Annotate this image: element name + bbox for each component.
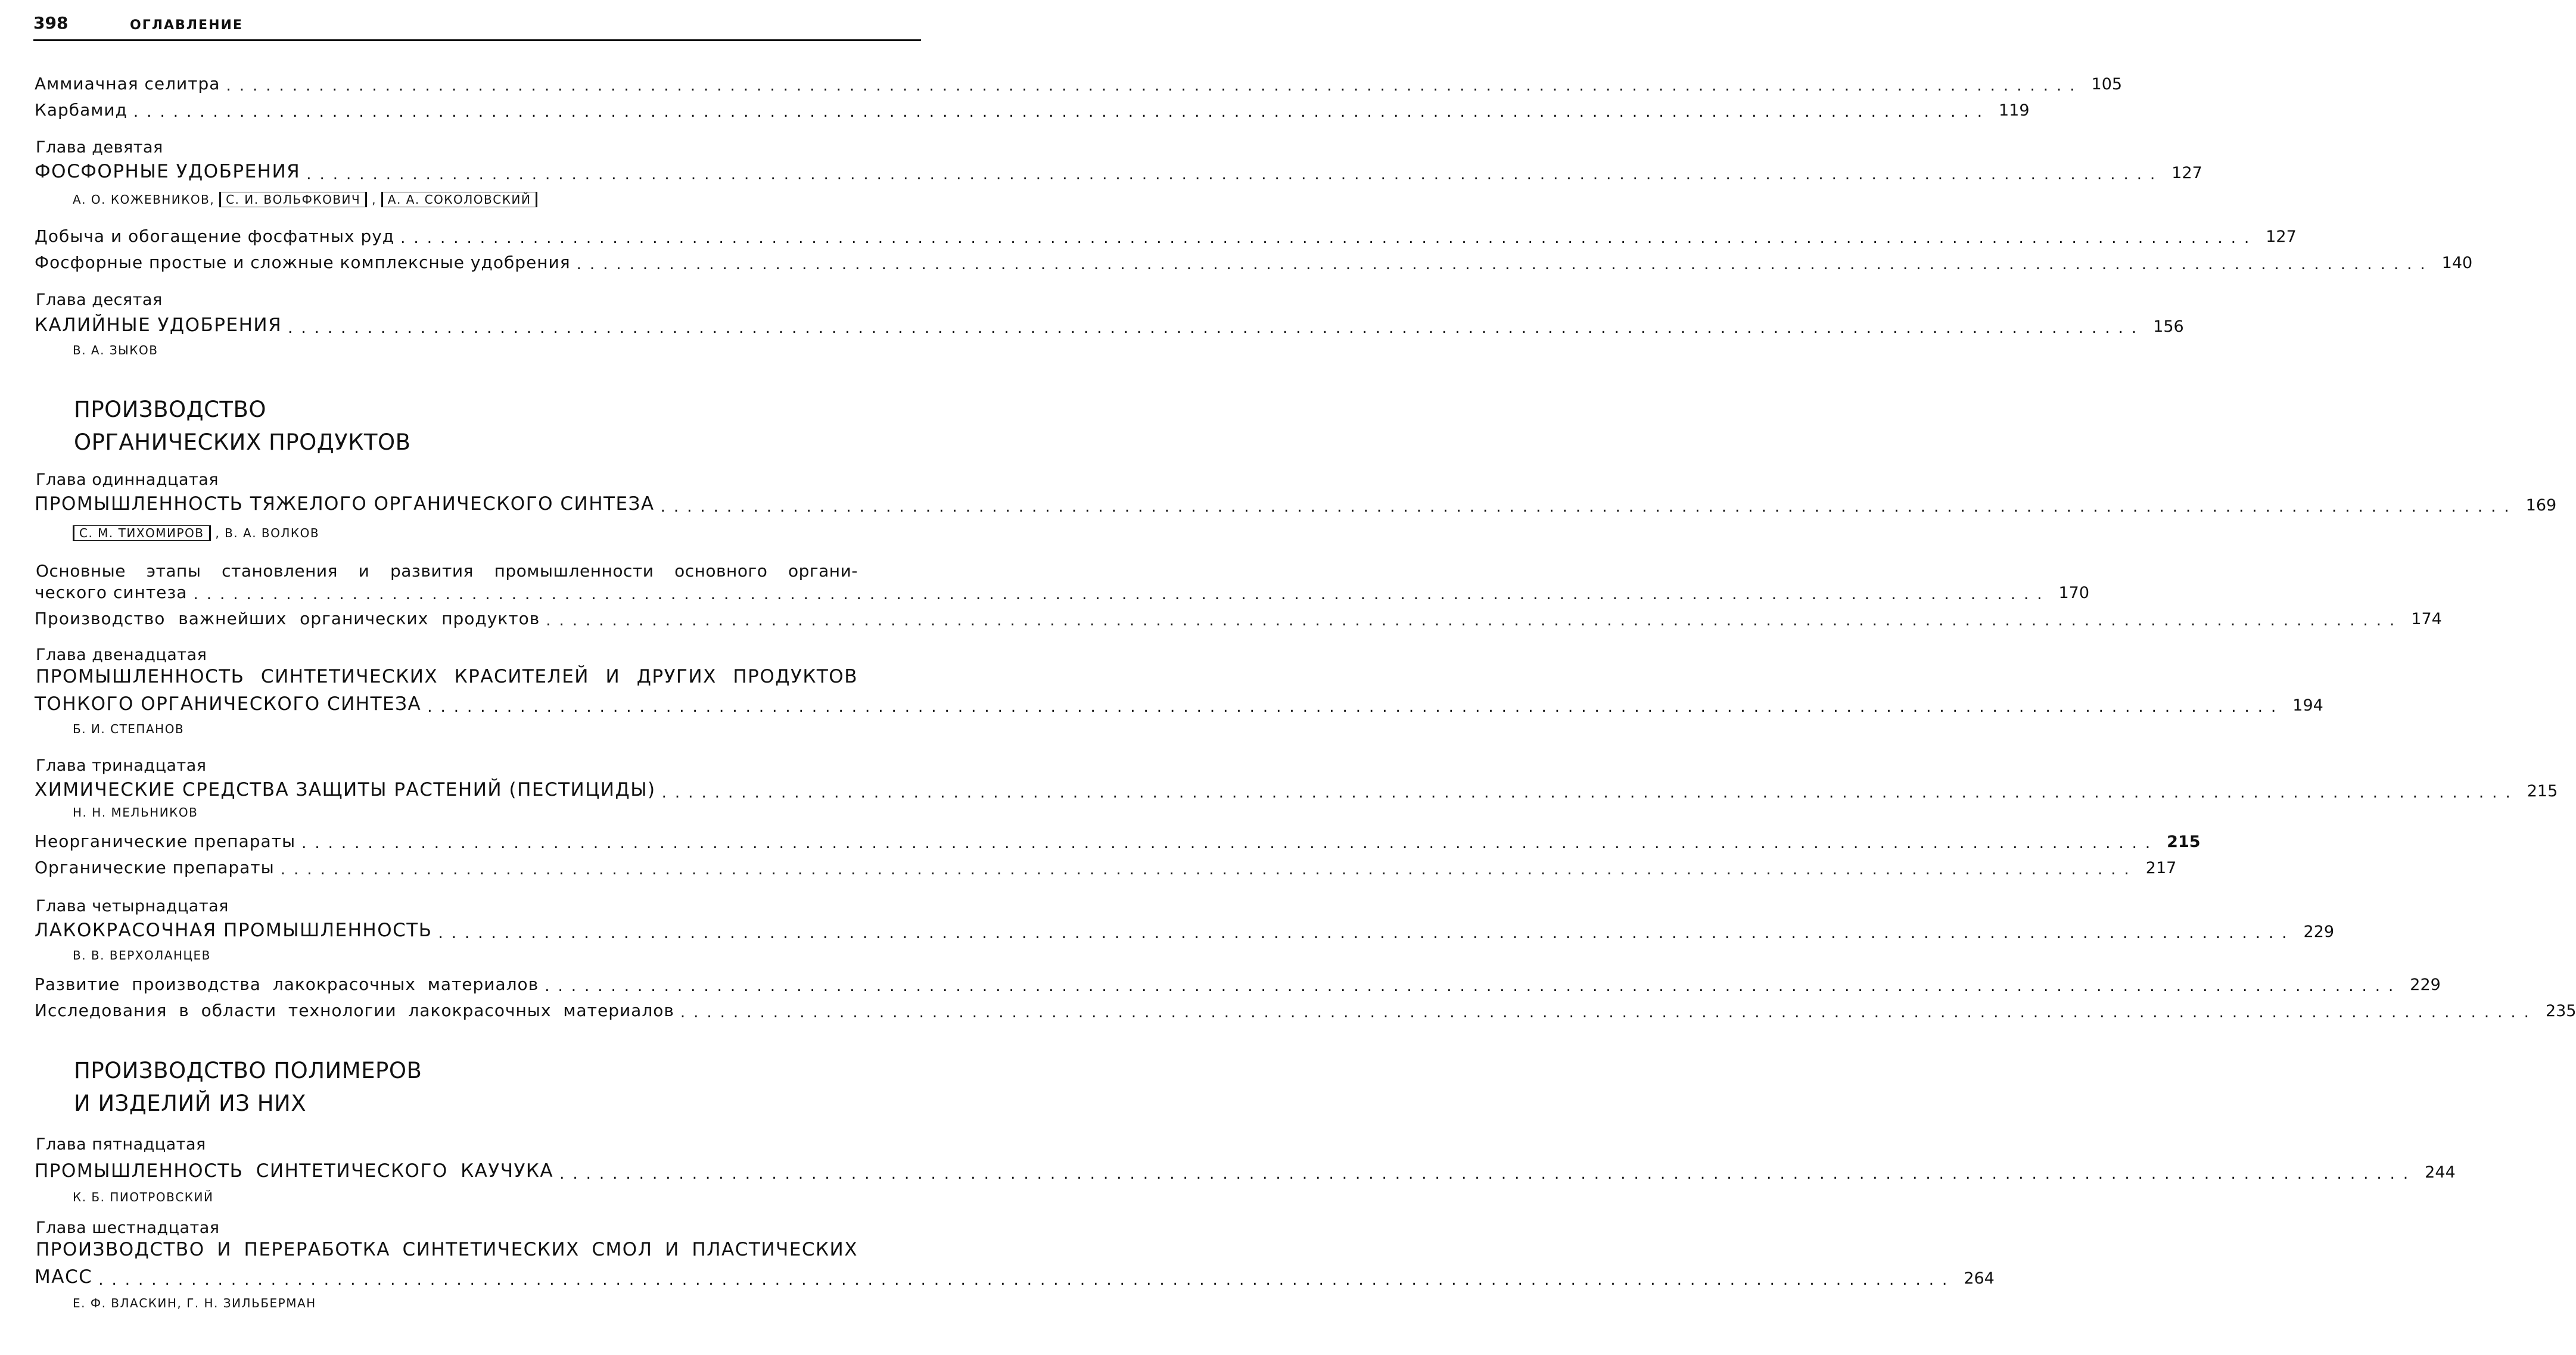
toc-chapter-title[interactable]	[35, 1160, 2456, 1183]
dot-leader: ............................................................................................................................................	[288, 319, 2145, 337]
toc-page-number: 264	[1964, 1269, 1995, 1288]
chapter-authors: Е. Ф. ВЛАСКИН, Г. Н. ЗИЛЬБЕРМАН	[73, 1296, 316, 1310]
page-number: 398	[33, 13, 69, 33]
toc-page-number: 235	[2545, 1002, 2576, 1020]
chapter-title-text: ФОСФОРНЫЕ УДОБРЕНИЯ	[35, 161, 301, 182]
toc-entry-text: Органические препараты	[35, 858, 275, 877]
toc-entry-line-justified	[36, 561, 858, 581]
word: И	[605, 666, 621, 687]
toc-entry-ammonium-nitrate[interactable]	[35, 74, 2123, 95]
word: СИНТЕТИЧЕСКИХ	[402, 1239, 580, 1260]
dot-leader: ............................................................................................................................................	[193, 585, 2051, 603]
toc-page-number: 174	[2411, 610, 2442, 628]
chapter-label: Глава десятая	[36, 291, 163, 309]
toc-page-number: 119	[1998, 101, 2030, 120]
section-heading-line: ОРГАНИЧЕСКИХ ПРОДУКТОВ	[74, 429, 411, 455]
chapter-title-text: МАСС	[35, 1266, 93, 1288]
chapter-title-text: ТОНКОГО ОРГАНИЧЕСКОГО СИНТЕЗА	[35, 693, 422, 715]
toc-page-number: 229	[2303, 923, 2335, 941]
toc-entry[interactable]	[35, 226, 2297, 247]
section-heading-line: И ИЗДЕЛИЙ ИЗ НИХ	[74, 1091, 307, 1116]
chapter-label: Глава шестнадцатая	[36, 1219, 220, 1237]
toc-chapter-title[interactable]	[35, 920, 2335, 942]
toc-page-number: 127	[2171, 164, 2202, 182]
dot-leader: ............................................................................................................................................	[427, 698, 2285, 716]
dot-leader: ............................................................................................................................................	[400, 229, 2258, 247]
toc-page-number: 215	[2527, 782, 2558, 800]
toc-entry[interactable]	[35, 1001, 2576, 1021]
word: ПРОМЫШЛЕННОСТЬ	[36, 666, 245, 687]
word: КРАСИТЕЛЕЙ	[454, 666, 589, 687]
word: И	[665, 1239, 680, 1260]
toc-page-number: 244	[2425, 1163, 2456, 1182]
dot-leader: ............................................................................................................................................	[98, 1271, 1956, 1289]
header-rule	[33, 39, 921, 41]
dot-leader: ............................................................................................................................................	[226, 77, 2083, 95]
word: ДРУГИХ	[636, 666, 717, 687]
section-heading	[74, 393, 411, 459]
toc-page-number: 229	[2410, 976, 2441, 994]
word: ПЛАСТИЧЕСКИХ	[692, 1239, 858, 1260]
toc-entry-text: Производство важнейших органических продуктов	[35, 609, 540, 628]
dot-leader: ............................................................................................................................................	[280, 861, 2138, 879]
chapter-title-text: ЛАКОКРАСОЧНАЯ ПРОМЫШЛЕННОСТЬ	[35, 920, 433, 941]
toc-chapter-title[interactable]	[35, 1266, 1995, 1289]
toc-page-number: 170	[2058, 584, 2090, 602]
chapter-title-text: ХИМИЧЕСКИЕ СРЕДСТВА ЗАЩИТЫ РАСТЕНИЙ (ПЕСТИЦИДЫ)	[35, 779, 656, 800]
toc-entry[interactable]	[35, 253, 2473, 273]
word: ПРОИЗВОДСТВО	[36, 1239, 205, 1260]
chapter-authors: В. А. ЗЫКОВ	[73, 343, 158, 357]
toc-entry-text: Аммиачная селитра	[35, 74, 220, 94]
chapter-authors: А. О. КОЖЕВНИКОВ, С. И. ВОЛЬФКОВИЧ , А. А. СОКОЛОВСКИЙ	[73, 192, 537, 207]
toc-chapter-title[interactable]	[35, 493, 2557, 516]
toc-page-number: 156	[2153, 317, 2184, 336]
toc-entry-text: Добыча и обогащение фосфатных руд	[35, 226, 395, 246]
toc-chapter-title[interactable]	[35, 314, 2184, 337]
toc-entry[interactable]	[35, 858, 2177, 879]
author-name: А. О. КОЖЕВНИКОВ,	[73, 192, 215, 207]
chapter-authors	[73, 525, 319, 541]
chapter-title-text: КАЛИЙНЫЕ УДОБРЕНИЯ	[35, 314, 282, 336]
toc-page-number: 105	[2091, 75, 2123, 94]
toc-page-number: 194	[2292, 696, 2323, 715]
chapter-title-line-justified	[36, 1239, 858, 1260]
author-name-framed: С. И. ВОЛЬФКОВИЧ	[219, 192, 367, 207]
chapter-label: Глава пятнадцатая	[36, 1135, 206, 1154]
dot-leader: ............................................................................................................................................	[559, 1165, 2417, 1183]
word: И	[217, 1239, 232, 1260]
toc-page-number: 215	[2167, 833, 2201, 851]
chapter-label: Глава девятая	[36, 138, 163, 157]
word: органи-	[788, 561, 858, 581]
word: основного	[674, 561, 768, 581]
toc-page-number: 127	[2266, 228, 2297, 246]
toc-entry-text: Развитие производства лакокрасочных материалов	[35, 974, 539, 994]
toc-entry[interactable]	[35, 831, 2201, 852]
author-name-framed: А. А. СОКОЛОВСКИЙ	[381, 192, 538, 207]
toc-entry[interactable]	[35, 583, 2090, 603]
toc-chapter-title[interactable]	[35, 779, 2558, 802]
dot-leader: ............................................................................................................................................	[661, 784, 2519, 802]
section-heading-line: ПРОИЗВОДСТВО	[74, 397, 267, 422]
chapter-label: Глава тринадцатая	[36, 756, 207, 775]
dot-leader: ............................................................................................................................................	[576, 256, 2434, 273]
toc-entry-text: Неорганические препараты	[35, 831, 296, 851]
word: этапы	[146, 561, 201, 581]
chapter-label: Глава одиннадцатая	[36, 471, 219, 489]
toc-entry[interactable]	[35, 974, 2441, 995]
toc-entry-text: Фосфорные простые и сложные комплексные удобрения	[35, 253, 571, 272]
word: СИНТЕТИЧЕСКИХ	[260, 666, 438, 687]
section-heading	[74, 1054, 422, 1120]
word: развития	[390, 561, 474, 581]
word: становления	[222, 561, 338, 581]
dot-leader: ............................................................................................................................................	[306, 166, 2164, 183]
dot-leader: ............................................................................................................................................	[301, 834, 2159, 852]
chapter-authors: Б. И. СТЕПАНОВ	[73, 722, 185, 736]
author-name: , В. А. ВОЛКОВ	[215, 526, 320, 540]
chapter-label: Глава двенадцатая	[36, 646, 207, 664]
dot-leader: ............................................................................................................................................	[660, 498, 2518, 516]
running-head	[33, 13, 921, 41]
dot-leader: ............................................................................................................................................	[546, 612, 2403, 630]
toc-page-number: 217	[2145, 859, 2177, 877]
section-heading-line: ПРОИЗВОДСТВО ПОЛИМЕРОВ	[74, 1058, 422, 1083]
author-name-framed: С. М. ТИХОМИРОВ	[73, 525, 211, 541]
chapter-title-line-justified	[36, 666, 858, 687]
running-title: ОГЛАВЛЕНИЕ	[130, 18, 243, 33]
chapter-authors: К. Б. ПИОТРОВСКИЙ	[73, 1190, 214, 1204]
toc-entry[interactable]	[35, 609, 2442, 630]
chapter-label: Глава четырнадцатая	[36, 897, 229, 915]
toc-entry-carbamide[interactable]	[35, 100, 2030, 121]
dot-leader: ............................................................................................................................................	[438, 924, 2295, 942]
word: и	[358, 561, 370, 581]
chapter-authors: В. В. ВЕРХОЛАНЦЕВ	[73, 948, 211, 962]
toc-entry-text: Карбамид	[35, 100, 127, 120]
word: Основные	[36, 561, 126, 581]
toc-page-number: 140	[2441, 254, 2473, 272]
word: ПРОДУКТОВ	[733, 666, 858, 687]
toc-chapter-title[interactable]	[35, 693, 2323, 716]
toc-page-number: 169	[2525, 496, 2557, 515]
word: ПЕРЕРАБОТКА	[244, 1239, 390, 1260]
toc-entry-text: Исследования в области технологии лакокрасочных материалов	[35, 1001, 674, 1020]
toc-entry-text: ческого синтеза	[35, 583, 188, 602]
chapter-title-text: ПРОМЫШЛЕННОСТЬ ТЯЖЕЛОГО ОРГАНИЧЕСКОГО СИНТЕЗА	[35, 493, 655, 515]
dot-leader: ............................................................................................................................................	[133, 103, 1990, 121]
word: СМОЛ	[592, 1239, 653, 1260]
toc-chapter-title[interactable]	[35, 161, 2202, 183]
chapter-title-text: ПРОМЫШЛЕННОСТЬ СИНТЕТИЧЕСКОГО КАУЧУКА	[35, 1160, 554, 1182]
chapter-authors: Н. Н. МЕЛЬНИКОВ	[73, 805, 198, 820]
dot-leader: ............................................................................................................................................	[545, 977, 2402, 995]
word: промышленности	[494, 561, 654, 581]
dot-leader: ............................................................................................................................................	[680, 1004, 2537, 1021]
